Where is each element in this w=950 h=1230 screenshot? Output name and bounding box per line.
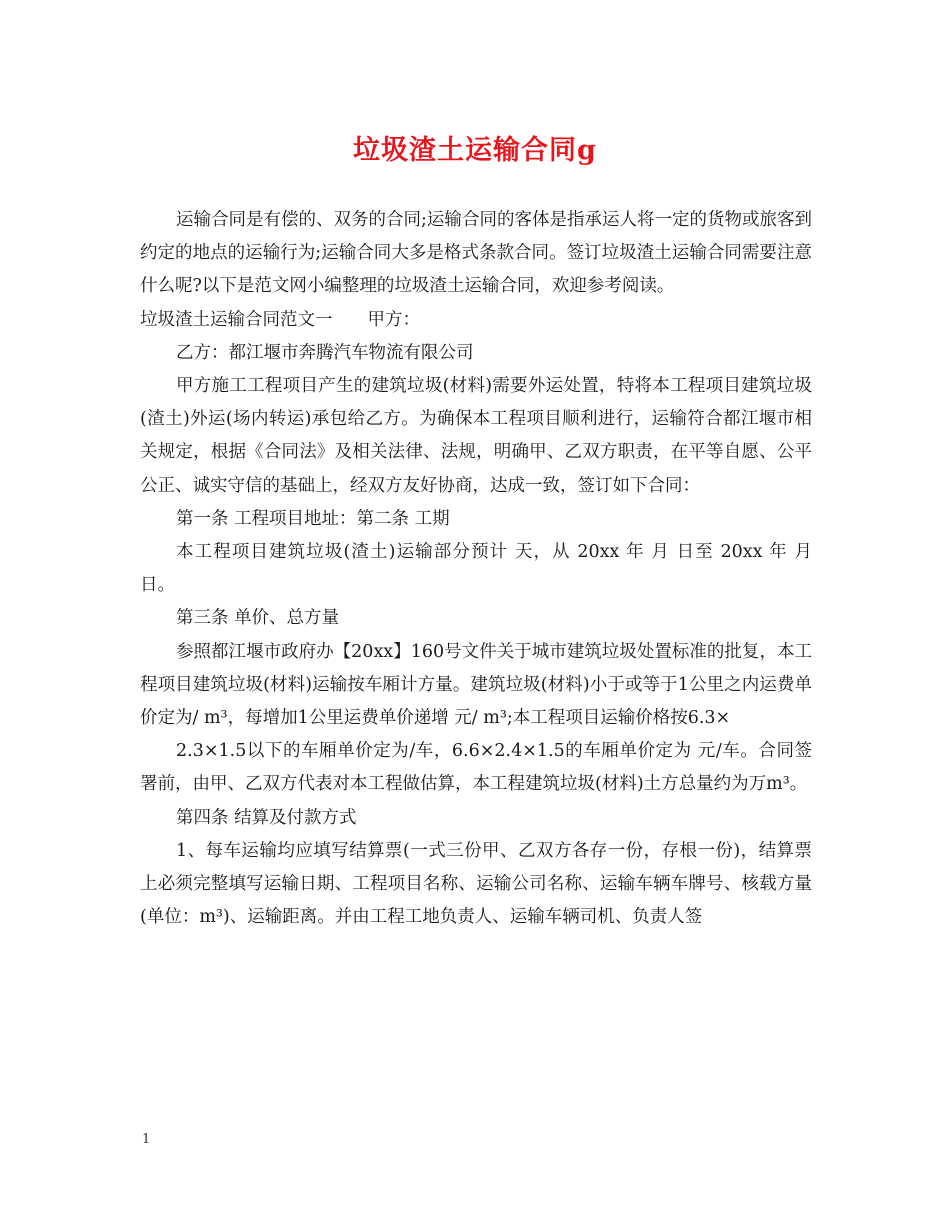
paragraph: 2.3×1.5以下的车厢单价定为/车，6.6×2.4×1.5的车厢单价定为 元/车。合同签署前，由甲、乙双方代表对本工程做估算，本工程建筑垃圾(材料)土方总量约为万m³。 (140, 741, 812, 795)
paragraph: 甲方施工工程项目产生的建筑垃圾(材料)需要外运处置，特将本工程项目建筑垃圾(渣土)外运(场内转运)承包给乙方。为确保本工程项目顺利进行，运输符合都江堰市相关规定，根据《合同法》及相关法律、法规，明确甲、乙双方职责，在平等自愿、公平公正、诚实守信的基础上，经双方友好协商，达成一致，签订如下合同： (140, 376, 812, 496)
paragraph: 参照都江堰市政府办【20xx】160号文件关于城市建筑垃圾处置标准的批复，本工程项目建筑垃圾(材料)运输按车厢计方量。建筑垃圾(材料)小于或等于1公里之内运费单价定为/ m³，每增加1公里运费单价递增 元/ m³;本工程项目运输价格按6.3× (140, 641, 812, 729)
paragraph: 1、每车运输均应填写结算票(一式三份甲、乙双方各存一份，存根一份)，结算票上必须完整填写运输日期、工程项目名称、运输公司名称、运输车辆车牌号、核载方量(单位：m³)、运输距离。并由工程工地负责人、运输车辆司机、负责人签 (140, 840, 812, 928)
paragraph: 本工程项目建筑垃圾(渣土)运输部分预计 天，从 20xx 年 月 日至 20xx 年 月 日。 (140, 542, 812, 596)
document-body (140, 204, 812, 934)
paragraph: 第一条 工程项目地址：第二条 工期 (176, 508, 450, 529)
document-title: 垃圾渣土运输合同g (353, 135, 597, 166)
paragraph: 第三条 单价、总方量 (176, 608, 340, 629)
paragraph: 垃圾渣土运输合同范文一 甲方： (140, 309, 420, 330)
paragraph: 乙方：都江堰市奔腾汽车物流有限公司 (176, 342, 474, 363)
paragraph: 第四条 结算及付款方式 (176, 807, 357, 828)
page-number: 1 (142, 1132, 151, 1147)
paragraph: 运输合同是有偿的、双务的合同;运输合同的客体是指承运人将一定的货物或旅客到约定的地点的运输行为;运输合同大多是格式条款合同。签订垃圾渣土运输合同需要注意什么呢?以下是范文网小编整理的垃圾渣土运输合同，欢迎参考阅读。 (140, 210, 812, 297)
